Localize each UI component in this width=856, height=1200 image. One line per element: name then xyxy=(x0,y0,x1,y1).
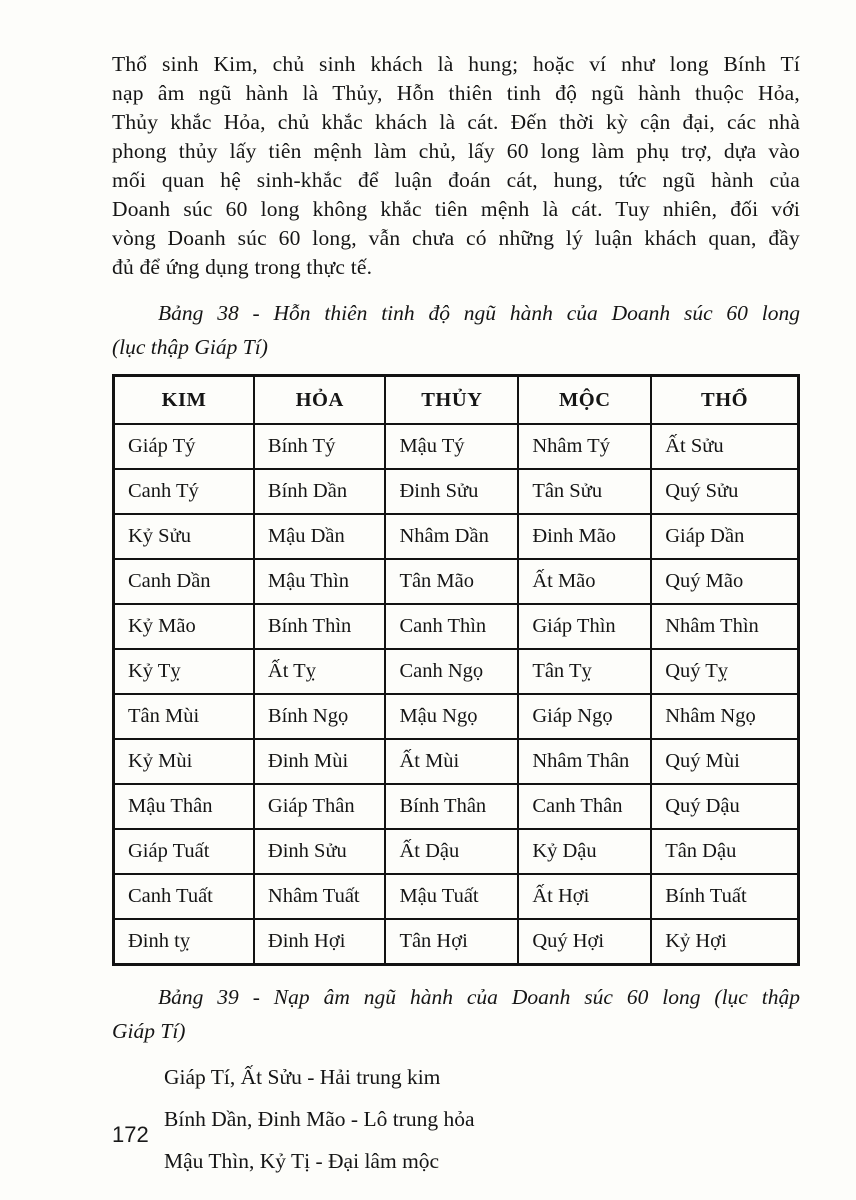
table-cell: Mậu Thìn xyxy=(254,559,386,604)
table-row xyxy=(114,874,799,919)
table-cell: Kỷ Hợi xyxy=(651,919,798,965)
table-cell: Tân Mão xyxy=(385,559,518,604)
table-cell: Bính Thìn xyxy=(254,604,386,649)
caption-line: Bảng 39 - Nạp âm ngũ hành của Doanh súc 60 long (lục thập xyxy=(158,985,800,1009)
paragraph-line: Thổ sinh Kim, chủ sinh khách là hung; hoặc ví như long Bính Tí xyxy=(112,52,800,76)
table-cell: Tân Mùi xyxy=(114,694,254,739)
table-cell: Giáp Dần xyxy=(651,514,798,559)
table-cell: Quý Sửu xyxy=(651,469,798,514)
table-cell: Canh Tý xyxy=(114,469,254,514)
table-cell: Tân Tỵ xyxy=(518,649,651,694)
table-row xyxy=(114,424,799,469)
table-cell: Đinh Hợi xyxy=(254,919,386,965)
table-cell: Mậu Tý xyxy=(385,424,518,469)
table-header-row xyxy=(114,376,799,425)
table-cell: Bính Thân xyxy=(385,784,518,829)
napam-line: Mậu Thìn, Kỷ Tị - Đại lâm mộc xyxy=(164,1149,440,1173)
table-row xyxy=(114,694,799,739)
column-header-hoa: HỎA xyxy=(254,376,386,425)
table-row xyxy=(114,559,799,604)
table-cell: Ất Sửu xyxy=(651,424,798,469)
table-cell: Nhâm Tuất xyxy=(254,874,386,919)
table-row xyxy=(114,919,799,965)
table-cell: Quý Mão xyxy=(651,559,798,604)
table-cell: Ất Dậu xyxy=(385,829,518,874)
table-cell: Ất Mão xyxy=(518,559,651,604)
table-cell: Canh Tuất xyxy=(114,874,254,919)
table-cell: Bính Ngọ xyxy=(254,694,386,739)
caption-line: (lục thập Giáp Tí) xyxy=(112,335,268,359)
napam-line: Giáp Tí, Ất Sửu - Hải trung kim xyxy=(164,1065,441,1089)
table-cell: Mậu Dần xyxy=(254,514,386,559)
table-cell: Ất Mùi xyxy=(385,739,518,784)
table-cell: Giáp Tuất xyxy=(114,829,254,874)
table-cell: Bính Tuất xyxy=(651,874,798,919)
table-39-caption xyxy=(112,980,800,1048)
table-row xyxy=(114,649,799,694)
napam-list xyxy=(112,1056,800,1182)
table-cell: Kỷ Dậu xyxy=(518,829,651,874)
table-cell: Đinh Mão xyxy=(518,514,651,559)
table-cell: Tân Sửu xyxy=(518,469,651,514)
column-header-thuy: THỦY xyxy=(385,376,518,425)
table-cell: Bính Dần xyxy=(254,469,386,514)
table-cell: Nhâm Ngọ xyxy=(651,694,798,739)
table-cell: Kỷ Tỵ xyxy=(114,649,254,694)
table-row xyxy=(114,739,799,784)
column-header-tho: THỔ xyxy=(651,376,798,425)
table-cell: Tân Dậu xyxy=(651,829,798,874)
caption-line: Giáp Tí) xyxy=(112,1019,186,1043)
caption-line: Bảng 38 - Hỗn thiên tinh độ ngũ hành của Doanh súc 60 long xyxy=(158,301,800,325)
column-header-kim: KIM xyxy=(114,376,254,425)
table-cell: Tân Hợi xyxy=(385,919,518,965)
table-cell: Nhâm Thân xyxy=(518,739,651,784)
table-cell: Canh Thìn xyxy=(385,604,518,649)
table-cell: Canh Dần xyxy=(114,559,254,604)
table-cell: Mậu Thân xyxy=(114,784,254,829)
table-cell: Kỷ Mùi xyxy=(114,739,254,784)
table-cell: Quý Mùi xyxy=(651,739,798,784)
paragraph-line: phong thủy lấy tiên mệnh làm chủ, lấy 60 long làm phụ trợ, dựa vào xyxy=(112,139,800,163)
table-cell: Canh Ngọ xyxy=(385,649,518,694)
table-row xyxy=(114,469,799,514)
table-row xyxy=(114,514,799,559)
paragraph-line: mối quan hệ sinh-khắc để luận đoán cát, hung, tức ngũ hành của xyxy=(112,168,800,192)
table-cell: Ất Tỵ xyxy=(254,649,386,694)
table-cell: Canh Thân xyxy=(518,784,651,829)
table-cell: Mậu Tuất xyxy=(385,874,518,919)
table-cell: Mậu Ngọ xyxy=(385,694,518,739)
table-cell: Giáp Tý xyxy=(114,424,254,469)
column-header-moc: MỘC xyxy=(518,376,651,425)
table-cell: Quý Tỵ xyxy=(651,649,798,694)
paragraph-line: Doanh súc 60 long không khắc tiên mệnh là cát. Tuy nhiên, đối với xyxy=(112,197,800,221)
paragraph-line: nạp âm ngũ hành là Thủy, Hỗn thiên tinh độ ngũ hành thuộc Hỏa, xyxy=(112,81,800,105)
table-cell: Ất Hợi xyxy=(518,874,651,919)
paragraph-line: đủ để ứng dụng trong thực tế. xyxy=(112,255,373,279)
table-cell: Giáp Ngọ xyxy=(518,694,651,739)
table-cell: Nhâm Dần xyxy=(385,514,518,559)
table-row xyxy=(114,829,799,874)
paragraph-line: vòng Doanh súc 60 long, vẫn chưa có những lý luận khách quan, đầy xyxy=(112,226,800,250)
table-cell: Nhâm Thìn xyxy=(651,604,798,649)
table-cell: Bính Tý xyxy=(254,424,386,469)
napam-line: Bính Dần, Đinh Mão - Lô trung hỏa xyxy=(164,1107,475,1131)
table-cell: Kỷ Mão xyxy=(114,604,254,649)
table-cell: Kỷ Sửu xyxy=(114,514,254,559)
table-cell: Đinh Sửu xyxy=(254,829,386,874)
body-paragraph xyxy=(112,50,800,282)
table-cell: Đinh tỵ xyxy=(114,919,254,965)
table-38-caption xyxy=(112,296,800,364)
table-cell: Quý Dậu xyxy=(651,784,798,829)
table-cell: Giáp Thân xyxy=(254,784,386,829)
paragraph-line: Thủy khắc Hỏa, chủ khắc khách là cát. Đến thời kỳ cận đại, các nhà xyxy=(112,110,800,134)
table-cell: Nhâm Tý xyxy=(518,424,651,469)
table-38 xyxy=(112,374,800,966)
table-cell: Giáp Thìn xyxy=(518,604,651,649)
page-number: 172 xyxy=(112,1122,149,1147)
table-row xyxy=(114,784,799,829)
table-row xyxy=(114,604,799,649)
table-cell: Đinh Mùi xyxy=(254,739,386,784)
table-cell: Đinh Sửu xyxy=(385,469,518,514)
table-cell: Quý Hợi xyxy=(518,919,651,965)
